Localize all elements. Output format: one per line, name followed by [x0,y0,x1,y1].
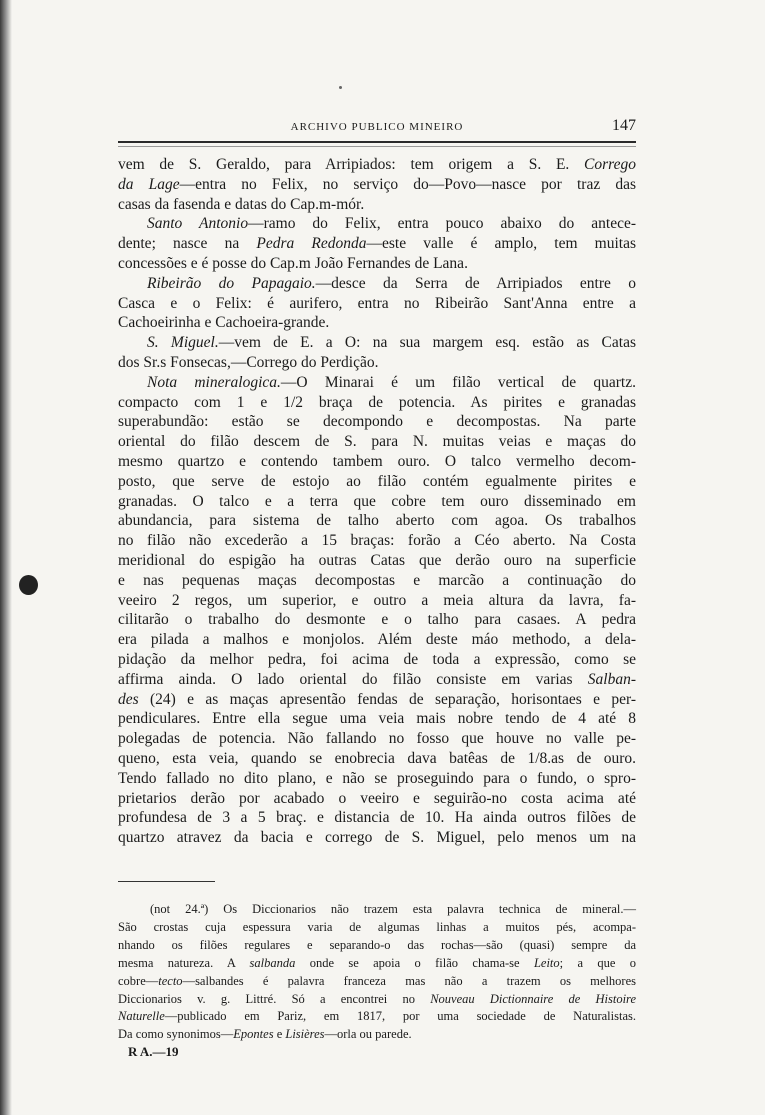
text-line [118,333,636,353]
text-line [118,175,636,195]
text-line [118,808,636,828]
text-line [118,373,636,393]
ink-blot [19,575,38,595]
text-line [118,511,636,531]
header-rule-thin [118,146,636,147]
text-line [118,571,636,591]
text-run: no filão não excederão a 15 braças: forão a Céo aberto. Na Costa [118,532,636,550]
text-run: meridional do espigão ha outras Catas que derão ouro na superficie [118,551,636,569]
text-run: affirma ainda. O lado oriental do filão consiste em varias [118,670,588,688]
text-line [118,591,636,611]
text-line [118,901,636,919]
text-run: oriental do filão descem de S. para N. muitas veias e maças do [118,433,636,451]
text-run: Tendo fallado no dito plano, e não se proseguindo para o fundo, o spro- [118,769,636,787]
text-line [118,919,636,937]
text-run: São crostas cuja espessura varia de algumas linhas a muitos pés, acompa- [118,919,636,934]
italic-run: des [118,690,139,708]
text-run: —desce da Serra de Arripiados entre o [315,274,636,292]
text-line [118,274,636,294]
text-run: polegadas de potencia. Não fallando no fosso que houve no valle pe- [118,730,636,748]
ink-speck [339,86,342,89]
text-line [118,729,636,749]
text-line [118,214,636,234]
paragraph [118,901,636,1044]
printer-signature: R A.—19 [128,1044,179,1059]
text-run: —este valle é amplo, tem muitas [366,235,636,253]
text-run: —ramo do Felix, entra pouco abaixo do antece- [248,215,636,233]
text-run: cobre— [118,973,159,988]
italic-run: Naturelle [118,1009,165,1024]
text-run: —vem de E. a O: na sua margem esq. estão as Catas [218,334,636,352]
italic-run: da Lage [118,175,180,193]
italic-run: Salban- [587,670,636,688]
text-line [118,254,636,274]
text-line [118,531,636,551]
text-line [118,937,636,955]
text-line [118,610,636,630]
text-run: nhando os filões regulares e separando-o das rochas—são (quasi) sempre da [118,937,636,952]
footnote [118,901,636,1044]
paragraph [118,274,636,333]
text-line [118,690,636,710]
text-run: vem de S. Geraldo, para Arripiados: tem origem a S. E. [118,156,585,173]
italic-run: Nota mineralogica. [147,373,281,391]
text-line [118,492,636,512]
running-head: ARCHIVO PUBLICO MINEIRO [290,121,464,133]
text-line [118,1008,636,1026]
text-run: posto, que serve de estojo ao filão contém egualmente pirites e [118,472,636,490]
text-run: (not 24.ª) Os Diccionarios não trazem esta palavra technica de mineral.— [150,902,636,916]
paragraph [118,214,636,273]
text-line [118,195,636,215]
text-run: —O Minarai é um filão vertical de quartz. [280,373,636,391]
text-run: Diccionarios v. g. Littré. Só a encontrei no [118,991,431,1006]
text-run: casas da fasenda e datas do Cap.m-mór. [118,195,365,213]
text-run: Casca e o Felix: é aurifero, entra no Ribeirão Sant'Anna entre a [118,294,636,312]
italic-run: Ribeirão do Papagaio. [147,274,316,292]
text-run: cilitarão o trabalho do desmonte e o talho para casaes. A pedra [118,611,636,629]
text-line [118,1026,636,1044]
italic-run: Nouveau Dictionnaire de Histoire [430,991,636,1006]
text-run: prietarios derão por acabado o veeiro e seguirão-no costa acima até [118,789,636,807]
text-run: queno, esta veia, quando se enobrecia dava batêas de 1/8.as de ouro. [118,749,636,767]
text-line [118,828,636,848]
page-number: 147 [612,117,636,134]
text-run: mesma natureza. A [118,955,250,970]
text-line [118,472,636,492]
page-header [118,117,636,139]
paragraph [118,155,636,214]
text-run: veeiro 2 regos, um superior, e outro a meia altura da lavra, fa- [118,591,636,609]
text-run: e [273,1027,286,1042]
text-run: superabundão: estão se decompondo e decompostas. Na parte [118,413,636,431]
text-run: (24) e as maças apresentão fendas de separação, horisontaes e per- [138,690,636,708]
text-line [118,991,636,1009]
text-run: compacto com 1 e 1/2 braça de potencia. As pirites e granadas [118,393,636,411]
italic-run: Corrego [584,156,636,173]
italic-run: Lisières [285,1027,325,1042]
text-line [118,353,636,373]
text-line [118,650,636,670]
italic-run: Pedra Redonda [256,235,367,253]
text-run: granadas. O talco e a terra que cobre tem ouro disseminado em [118,492,636,510]
italic-run: Santo Antonio [147,215,249,233]
text-line [118,955,636,973]
italic-run: S. Miguel. [147,334,219,352]
text-line [118,294,636,314]
text-line [118,234,636,254]
text-line [118,709,636,729]
text-line [118,630,636,650]
italic-run: Epontes [233,1027,274,1042]
text-run: —salbandes é palavra franceza mas não a trazem os melhores [182,973,636,988]
text-run: pendiculares. Entre ella segue uma veia mais nobre tendo de 4 até 8 [118,710,636,728]
text-run: pidação da melhor pedra, foi acima de toda a expressão, como se [118,650,636,668]
text-run: profundesa de 3 a 5 braç. e distancia de 10. Ha ainda outros filões de [118,809,636,827]
text-run: Da como synonimos— [118,1027,234,1042]
text-run: dente; nasce na [118,235,257,253]
text-line [118,155,636,175]
text-run: e nas pequenas maças decompostas e marcão a continuação do [118,571,636,589]
text-line [118,749,636,769]
text-run: concessões e é posse do Cap.m João Fernandes de Lana. [118,254,468,272]
text-run: era pilada a malhos e monjolos. Além deste máo methodo, a dela- [118,631,636,649]
text-run: —entra no Felix, no serviço do—Povo—nasce por traz das [179,175,636,193]
page-edge-shadow [0,0,12,1115]
text-run: dos Sr.s Fonsecas,—Corrego do Perdição. [118,353,379,371]
body-text [118,155,636,848]
text-line [118,670,636,690]
text-line [118,973,636,991]
text-run: abundancia, para sistema de talho aberto com agoa. Os trabalhos [118,512,636,530]
text-run: —publicado em Pariz, em 1817, por uma sociedade de Naturalistas. [164,1009,636,1024]
text-line [118,551,636,571]
text-run: ; a que o [559,955,636,970]
paragraph [118,333,636,373]
text-line [118,313,636,333]
footnote-rule [118,881,215,882]
italic-run: salbanda [249,955,296,970]
text-line [118,393,636,413]
text-line [118,452,636,472]
text-run: —orla ou parede. [324,1027,412,1042]
paragraph [118,373,636,848]
text-run: Cachoeirinha e Cachoeira-grande. [118,314,330,332]
text-run: onde se apoia o filão chama-se [295,955,534,970]
text-line [118,789,636,809]
text-line [118,432,636,452]
italic-run: tecto [158,973,183,988]
text-line [118,769,636,789]
italic-run: Leito [533,955,560,970]
text-run: mesmo quartzo e contendo tambem ouro. O talco vermelho decom- [118,452,636,470]
text-line [118,412,636,432]
header-rule [118,141,636,143]
text-run: quartzo atravez da bacia e corrego de S. Miguel, pelo menos um na [118,829,636,847]
